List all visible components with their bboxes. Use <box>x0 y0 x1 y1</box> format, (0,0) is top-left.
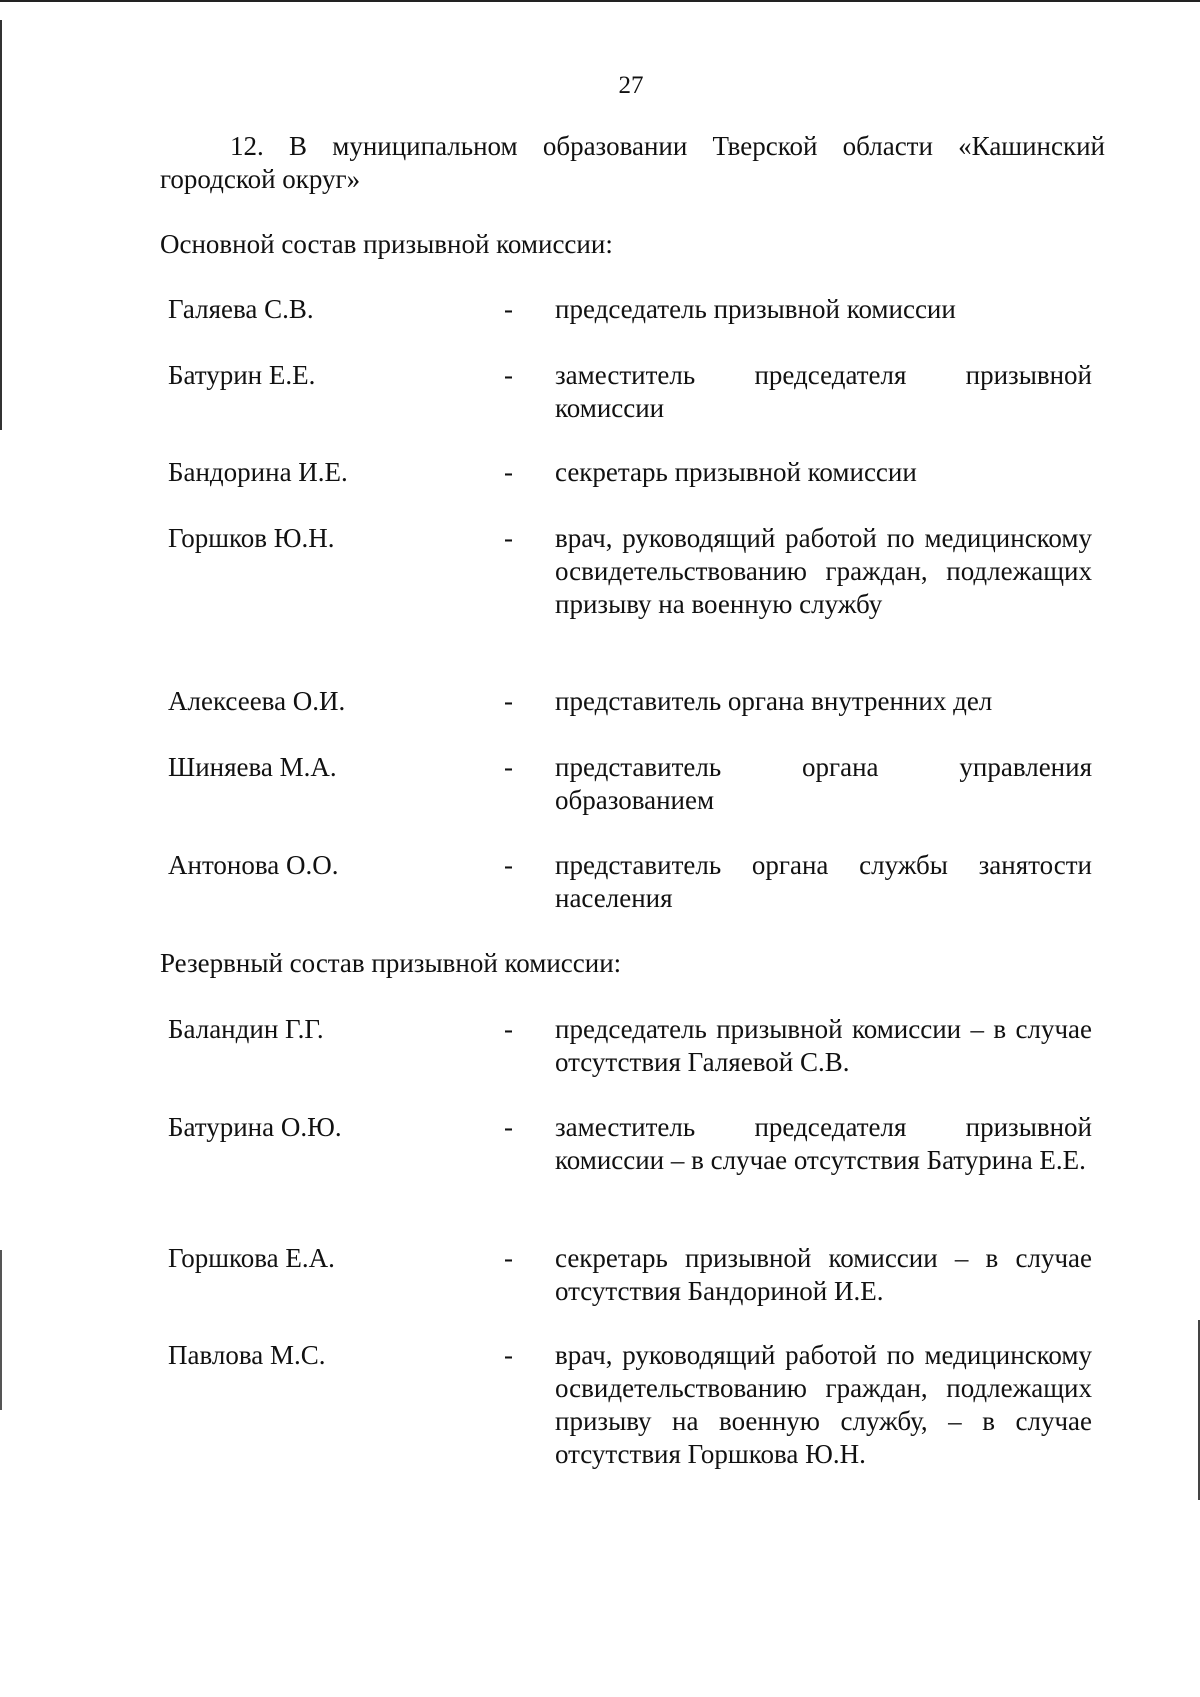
page-number: 27 <box>618 72 644 99</box>
member-dash: - <box>504 523 513 553</box>
heading-line-1: 12. В муниципальном образовании Тверской области «Кашинский <box>230 131 1105 161</box>
member-name: Батурин Е.Е. <box>168 360 316 390</box>
scan-border-top <box>0 0 1200 2</box>
reserve-composition-title: Резервный состав призывной комиссии: <box>160 948 622 978</box>
member-dash: - <box>504 360 513 390</box>
member-dash: - <box>504 686 513 716</box>
member-role: заместитель председателя призывной комиссии – в случае отсутствия Батурина Е.Е. <box>555 1112 1092 1175</box>
member-name: Галяева С.В. <box>168 294 314 324</box>
main-composition-title: Основной состав призывной комиссии: <box>160 229 613 259</box>
member-dash: - <box>504 1340 513 1370</box>
member-role: представитель органа управления образованием <box>555 752 1092 815</box>
member-name: Антонова О.О. <box>168 850 339 880</box>
member-role: председатель призывной комиссии – в случае отсутствия Галяевой С.В. <box>555 1014 1092 1077</box>
scan-border-left-lower <box>0 1250 2 1410</box>
member-name: Алексеева О.И. <box>168 686 346 716</box>
member-name: Павлова М.С. <box>168 1340 326 1370</box>
heading-line-2: городской округ» <box>160 164 361 194</box>
member-role: представитель органа службы занятости населения <box>555 850 1092 913</box>
member-name: Горшкова Е.А. <box>168 1243 335 1273</box>
member-role: председатель призывной комиссии <box>555 294 956 324</box>
member-dash: - <box>504 457 513 487</box>
member-name: Бандорина И.Е. <box>168 457 348 487</box>
member-dash: - <box>504 294 513 324</box>
member-dash: - <box>504 850 513 880</box>
member-dash: - <box>504 1243 513 1273</box>
member-dash: - <box>504 1014 513 1044</box>
member-name: Батурина О.Ю. <box>168 1112 342 1142</box>
member-role: врач, руководящий работой по медицинскому освидетельствованию граждан, подлежащих призыву на военную службу, – в случае отсутствия Горшкова Ю.Н. <box>555 1340 1092 1469</box>
document-heading <box>160 130 1105 196</box>
member-name: Баландин Г.Г. <box>168 1014 324 1044</box>
member-dash: - <box>504 1112 513 1142</box>
member-name: Шиняева М.А. <box>168 752 337 782</box>
member-role: секретарь призывной комиссии <box>555 457 917 487</box>
member-dash: - <box>504 752 513 782</box>
member-role: секретарь призывной комиссии – в случае отсутствия Бандориной И.Е. <box>555 1243 1092 1306</box>
member-role: заместитель председателя призывной комиссии <box>555 360 1092 423</box>
member-role: представитель органа внутренних дел <box>555 686 993 716</box>
member-role: врач, руководящий работой по медицинскому освидетельствованию граждан, подлежащих призыву на военную службу <box>555 523 1092 619</box>
member-name: Горшков Ю.Н. <box>168 523 335 553</box>
